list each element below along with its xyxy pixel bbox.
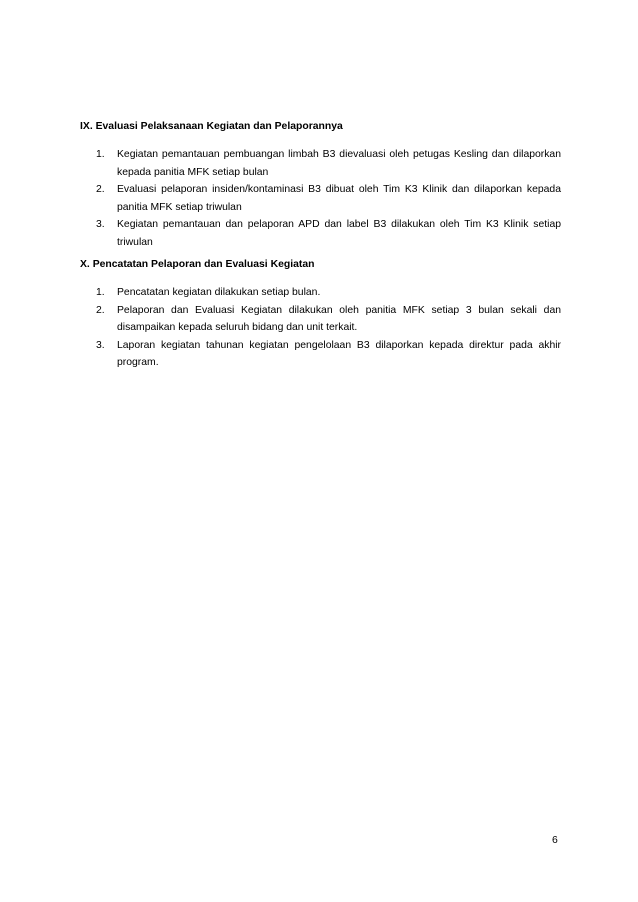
list-item-number: 3. bbox=[96, 339, 105, 351]
section-ix-list bbox=[96, 146, 561, 251]
section-x-list bbox=[96, 284, 561, 372]
list-item-number: 1. bbox=[96, 287, 105, 298]
list-item bbox=[96, 216, 561, 251]
list-item bbox=[96, 146, 561, 181]
section-heading-x: X. Pencatatan Pelaporan dan Evaluasi Kegiatan bbox=[80, 259, 315, 270]
list-item-text: Laporan kegiatan tahunan kegiatan pengelolaan B3 dilaporkan kepada direktur pada akhir program. bbox=[117, 339, 561, 368]
list-item-number: 2. bbox=[96, 184, 105, 195]
list-item bbox=[96, 284, 561, 302]
list-item bbox=[96, 181, 561, 216]
list-item bbox=[96, 302, 561, 337]
list-item-text: Evaluasi pelaporan insiden/kontaminasi B3 dibuat oleh Tim K3 Klinik dan dilaporkan kepada panitia MFK setiap triwulan bbox=[117, 184, 561, 213]
page-number: 6 bbox=[552, 835, 558, 846]
list-item-number: 3. bbox=[96, 219, 105, 230]
list-item-text: Kegiatan pemantauan pembuangan limbah B3 dievaluasi oleh petugas Kesling dan dilaporkan kepada panitia MFK setiap bulan bbox=[117, 149, 561, 178]
list-item bbox=[96, 337, 561, 372]
list-item-number: 1. bbox=[96, 149, 105, 160]
list-item-text: Kegiatan pemantauan dan pelaporan APD dan label B3 dilakukan oleh Tim K3 Klinik setiap triwulan bbox=[117, 219, 561, 248]
list-item-text: Pencatatan kegiatan dilakukan setiap bulan. bbox=[117, 287, 321, 298]
list-item-text: Pelaporan dan Evaluasi Kegiatan dilakukan oleh panitia MFK setiap 3 bulan sekali dan disampaikan kepada seluruh bidang dan unit terkait. bbox=[117, 304, 561, 333]
section-heading-ix: IX. Evaluasi Pelaksanaan Kegiatan dan Pelaporannya bbox=[80, 121, 343, 132]
list-item-number: 2. bbox=[96, 304, 105, 316]
